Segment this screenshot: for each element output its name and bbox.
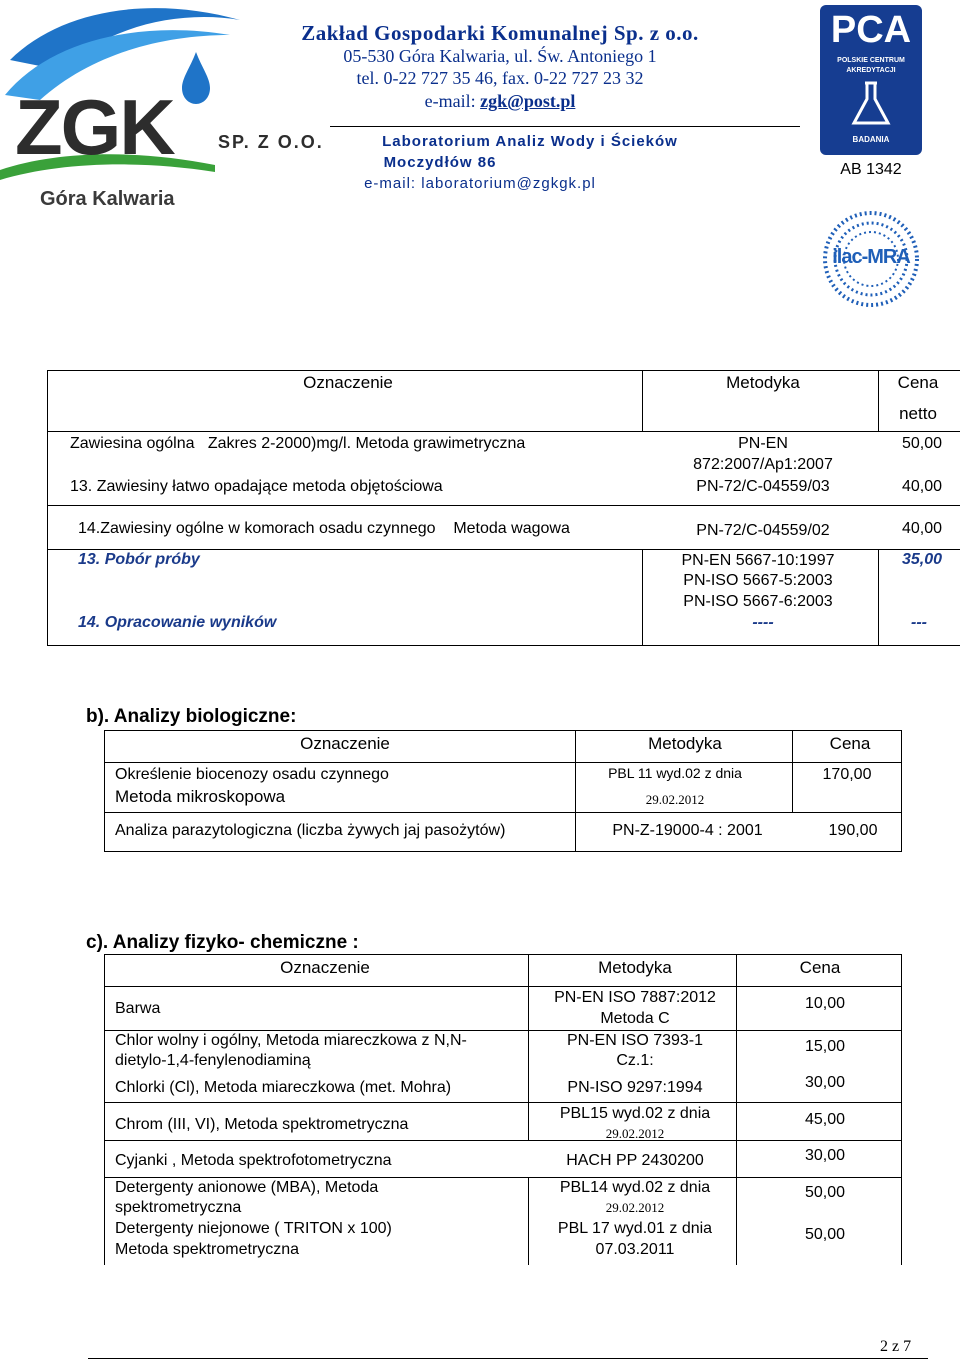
table-b-col-cena: Cena [829,734,871,753]
table-c-row-7-method2: 07.03.2011 [595,1241,675,1258]
table-a-row-4-name: 13. Pobór próby [78,551,200,568]
section-b-title: b). Analizy biologiczne: [86,706,297,727]
table-c-col-metodyka: Metodyka [598,958,672,977]
pca-line1: POLSKIE CENTRUM [837,57,905,64]
table-c-row-3-method: PN-ISO 9297:1994 [567,1079,703,1096]
table-c-hline-3 [105,1102,901,1103]
company-email-link[interactable]: zgk@post.pl [480,91,576,111]
table-b-row-2-method: PN-Z-19000-4 : 2001 [612,822,763,839]
table-b-row-1-name1: Określenie biocenozy osadu czynnego [115,766,389,783]
table-c-row-2-name2: dietylo-1,4-fenylenodiaminą [115,1052,311,1069]
table-c-hline-2 [105,1030,901,1031]
table-a-row-4-method1: PN-EN 5667-10:1997 [681,552,835,569]
table-a-col-cena: Cena [897,373,939,392]
lab-name: Laboratorium Analiz Wody i Ścieków [382,133,678,150]
table-b-col-metodyka: Metodyka [648,734,722,753]
table-c-row-6-price: 50,00 [804,1184,846,1201]
table-c-row-5-price: 30,00 [804,1147,846,1164]
table-b-hline-2 [105,812,901,813]
table-a-hline-2 [48,505,960,506]
table-a-row-4-price: 35,00 [901,551,942,568]
table-c-col-cena: Cena [799,958,841,977]
table-a-row-5-name: 14. Opracowanie wyników [78,614,277,631]
table-b [104,730,902,852]
flask-icon [850,81,892,129]
company-address: 05-530 Góra Kalwaria, ul. Św. Antoniego 1 [343,46,657,66]
pca-text: PCA [830,9,912,51]
pca-logo [820,5,922,155]
lab-street: Moczydłów 86 [383,154,497,171]
table-c-row-3-name: Chlorki (Cl), Metoda miareczkowa (met. Mohra) [115,1079,452,1096]
table-c-row-5-name: Cyjanki , Metoda spektrofotometryczna [115,1152,392,1169]
table-c-row-3-price: 30,00 [804,1074,846,1091]
table-a-col-netto: netto [899,404,937,423]
table-b-row-2-name: Analiza parazytologiczna (liczba żywych jaj pasożytów) [115,822,506,839]
table-c-row-6-method1: PBL14 wyd.02 z dnia [559,1179,711,1196]
zgk-letters: ZGK [15,83,174,171]
table-a-row-3-method: PN-72/C-04559/02 [696,522,830,539]
table-a-row-4-method3: PN-ISO 5667-6:2003 [683,593,833,610]
table-c-hline-5 [105,1177,901,1178]
table-a-row-2-method: PN-72/C-04559/03 [696,478,830,495]
page-number: 2 z 7 [880,1338,912,1355]
table-a-row-5-method: ---- [752,614,774,631]
table-c-col-oznaczenie: Oznaczenie [280,958,370,977]
email-label: e-mail: [424,91,476,111]
table-c [104,954,902,1265]
company-phone: tel. 0-22 727 35 46, fax. 0-22 727 23 32 [356,68,644,88]
table-c-row-1-method1: PN-EN ISO 7887:2012 [554,989,716,1006]
table-a-row-4-method2: PN-ISO 5667-5:2003 [683,572,833,589]
table-c-row-6-name2: spektrometryczna [115,1199,242,1216]
table-a-row-1-price: 50,00 [901,435,942,452]
table-a-row-2-price: 40,00 [901,478,942,495]
table-a-col-metodyka: Metodyka [726,373,800,392]
table-c-row-2-price: 15,00 [804,1038,846,1055]
table-c-row-6-name1: Detergenty anionowe (MBA), Metoda [115,1179,379,1196]
zgk-town: Góra Kalwaria [40,188,175,210]
table-c-row-7-name2: Metoda spektrometryczna [115,1241,300,1258]
table-c-row-4-method2: 29.02.2012 [605,1126,665,1141]
table-c-hline-1 [105,986,901,987]
table-a-row-3-price: 40,00 [901,520,942,537]
table-c-row-6-method2: 29.02.2012 [605,1200,665,1215]
lab-email[interactable]: e-mail: laboratorium@zgkgk.pl [364,175,596,192]
table-c-row-4-method1: PBL15 wyd.02 z dnia [559,1105,711,1122]
table-a-col-oznaczenie: Oznaczenie [303,373,393,392]
pca-badania: BADANIA [852,135,890,144]
table-c-row-4-price: 45,00 [804,1111,846,1128]
table-c-row-1-price: 10,00 [804,995,846,1012]
table-a-hline-3 [48,549,960,550]
ilac-text: ilac-MRA [832,246,910,268]
table-b-col-oznaczenie: Oznaczenie [300,734,390,753]
pca-line2: AKREDYTACJI [846,67,896,74]
ilac-logo [822,210,920,308]
zgk-suffix: SP. Z O.O. [218,132,324,152]
table-c-row-2-method2: Cz.1: [616,1052,654,1069]
table-c-row-7-name1: Detergenty niejonowe ( TRITON x 100) [115,1220,392,1237]
table-c-row-1-method2: Metoda C [600,1010,670,1027]
table-c-hline-4 [105,1140,901,1141]
table-a-row-1-method2: 872:2007/Ap1:2007 [693,456,833,473]
table-b-row-1-price: 170,00 [822,766,872,783]
table-a-row-2-name: 13. Zawiesiny łatwo opadające metoda objętościowa [70,478,443,495]
table-a-hline-1 [48,431,960,432]
table-c-row-1-name: Barwa [115,1000,161,1017]
table-a-row-5-price: --- [911,614,927,631]
table-c-row-7-method1: PBL 17 wyd.01 z dnia [557,1220,713,1237]
table-c-row-4-name: Chrom (III, VI), Metoda spektrometryczna [115,1116,409,1133]
section-c-title: c). Analizy fizyko- chemiczne : [86,932,359,953]
table-b-row-2-price: 190,00 [828,822,878,839]
table-a-row-1-method1: PN-EN [738,435,788,452]
table-c-row-2-name1: Chlor wolny i ogólny, Metoda miareczkowa z N,N- [115,1032,467,1049]
table-b-row-1-name2: Metoda mikroskopowa [115,787,286,806]
table-b-hline-1 [105,762,901,763]
table-a-divider-1 [642,371,643,431]
company-email-line [250,90,750,112]
accreditation-number: AB 1342 [840,161,902,178]
footer-rule [88,1358,928,1359]
table-b-row-1-method1: PBL 11 wyd.02 z dnia [608,765,742,781]
table-c-row-5-method: HACH PP 2430200 [566,1152,704,1169]
price-table-a [47,370,960,646]
table-b-row-1-method2: 29.02.2012 [645,792,705,807]
table-c-row-7-price: 50,00 [804,1226,846,1243]
company-name: Zakład Gospodarki Komunalnej Sp. z o.o. [301,21,699,45]
table-a-row-3-name: 14.Zawiesiny ogólne w komorach osadu czynnego Metoda wagowa [78,520,570,537]
header-rule [330,126,800,127]
table-c-row-2-method1: PN-EN ISO 7393-1 [566,1032,704,1049]
table-a-row-1-name: Zawiesina ogólna Zakres 2-2000)mg/l. Metoda grawimetryczna [70,435,526,452]
